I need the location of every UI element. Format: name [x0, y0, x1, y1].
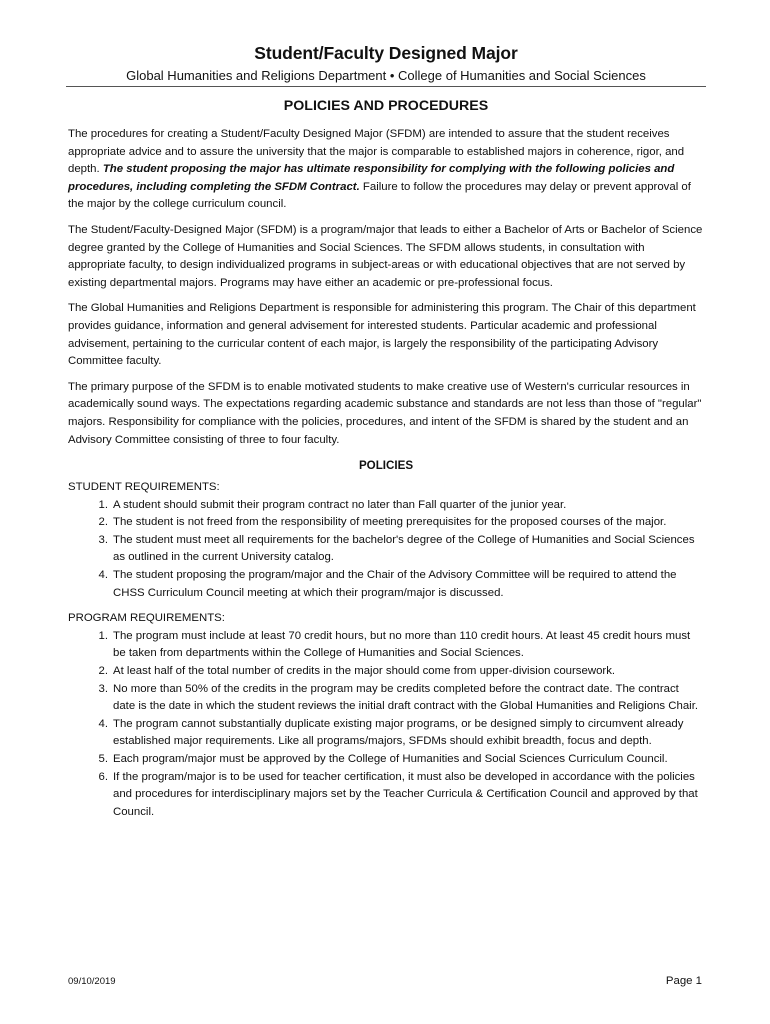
student-requirements-list: [68, 497, 704, 603]
list-number: 5.: [98, 753, 108, 765]
list-item: [68, 497, 704, 515]
intro-text-end: Failure to follow the procedures may delay or prevent approval of the major by the college curriculum council.: [68, 180, 691, 211]
list-item-text: The student is not freed from the responsibility of meeting prerequisites for the proposed courses of the major.: [113, 516, 667, 529]
paragraph-definition: The Student/Faculty-Designed Major (SFDM) is a program/major that leads to either a Bachelor of Arts or Bachelor of Science degree granted by the College of Humanities and Social Sciences. The SFDM allows students, in consultation with appropriate faculty, to design individualized programs in subject-areas or with educational objectives that are not served by existing departmental majors. Programs may have either an academic or pre-professional focus.: [68, 223, 703, 289]
list-item: [68, 567, 704, 602]
list-item-text: Each program/major must be approved by the College of Humanities and Social Sciences Curriculum Council.: [113, 753, 668, 765]
footer-page-number: Page 1: [665, 975, 702, 987]
list-number: 4.: [98, 569, 108, 582]
footer-date: 09/10/2019: [68, 976, 116, 987]
list-item-text: At least half of the total number of credits in the major should come from upper-division coursework.: [113, 665, 616, 678]
policies-heading: POLICIES: [358, 459, 414, 473]
list-number: 2.: [98, 516, 108, 529]
list-item: [68, 532, 704, 567]
section-heading: POLICIES AND PROCEDURES: [283, 98, 489, 114]
list-item-text: The student must meet all requirements for the bachelor's degree of the College of Humanities and Social Sciences as outlined in the current University catalog.: [113, 533, 695, 564]
document-body: [68, 96, 704, 829]
list-item-text: The student proposing the program/major and the Chair of the Advisory Committee will be required to attend the CHSS Curriculum Council meeting at which their program/major is discussed.: [113, 569, 677, 599]
document-header: [66, 42, 706, 85]
document-subtitle: Global Humanities and Religions Department • College of Humanities and Social Sciences: [126, 68, 646, 83]
list-number: 2.: [98, 665, 108, 678]
list-item: [68, 681, 704, 716]
list-number: 6.: [98, 770, 108, 783]
document-title: Student/Faculty Designed Major: [254, 43, 518, 63]
list-item-text: The program cannot substantially duplicate existing major programs, or be designed simply to circumvent already established major requirements. Like all programs/majors, SFDMs should exhibit breadth, focus and depth.: [113, 717, 684, 748]
paragraph-intro: [68, 126, 704, 214]
list-item: [68, 514, 704, 532]
list-number: 3.: [98, 682, 108, 695]
list-number: 1.: [98, 498, 108, 511]
list-item-text: If the program/major is to be used for teacher certification, it must also be developed in accordance with the policies and procedures for interdisciplinary majors set by the Teacher Curricula & Certification Council and approved by that Council.: [113, 770, 698, 818]
program-requirements-list: [68, 628, 704, 822]
list-item: [68, 628, 704, 663]
list-item: [68, 751, 704, 769]
student-requirements-label: STUDENT REQUIREMENTS:: [68, 481, 220, 494]
list-item-text: The program must include at least 70 credit hours, but no more than 110 credit hours. At least 45 credit hours must be taken from departments within the College of Humanities and Social Sciences.: [113, 629, 691, 660]
paragraph-purpose: The primary purpose of the SFDM is to enable motivated students to make creative use of Western's curricular resources in academically sound ways. The expectations regarding academic substance and standards are not less than those of "regular" majors. Responsibility for compliance with the policies, procedures, and intent of the SFDM is shared by the student and an Advisory Committee consisting of three to four faculty.: [68, 380, 702, 446]
list-item: [68, 769, 704, 822]
list-number: 3.: [98, 533, 108, 546]
list-item-text: No more than 50% of the credits in the program may be credits completed before the contract date. The contract date is the date in which the student reviews the initial draft contract with the Global Humanities and Religions Chair.: [113, 682, 699, 713]
intro-emphasis: The student proposing the major has ultimate responsibility for complying with the following policies and procedures, including completing the SFDM Contract.: [68, 163, 675, 193]
list-item-text: A student should submit their program contract no later than Fall quarter of the junior year.: [113, 498, 567, 511]
program-requirements-label: PROGRAM REQUIREMENTS:: [68, 612, 225, 625]
list-number: 1.: [98, 629, 108, 642]
list-item: [68, 663, 704, 681]
intro-text: The procedures for creating a Student/Faculty Designed Major (SFDM) are intended to assure that the student receives appropriate advice and to assure the university that the major is comparable to established majors in coherence, rigor, and depth.: [68, 128, 685, 176]
list-item: [68, 716, 704, 751]
header-divider: [66, 86, 706, 87]
paragraph-administration: The Global Humanities and Religions Department is responsible for administering this program. The Chair of this department provides guidance, information and general advisement for interested students. Particular academic and professional advisement, pertaining to the curricular content of each major, is largely the responsibility of the participating Advisory Committee faculty.: [68, 302, 696, 368]
list-number: 4.: [98, 717, 108, 730]
